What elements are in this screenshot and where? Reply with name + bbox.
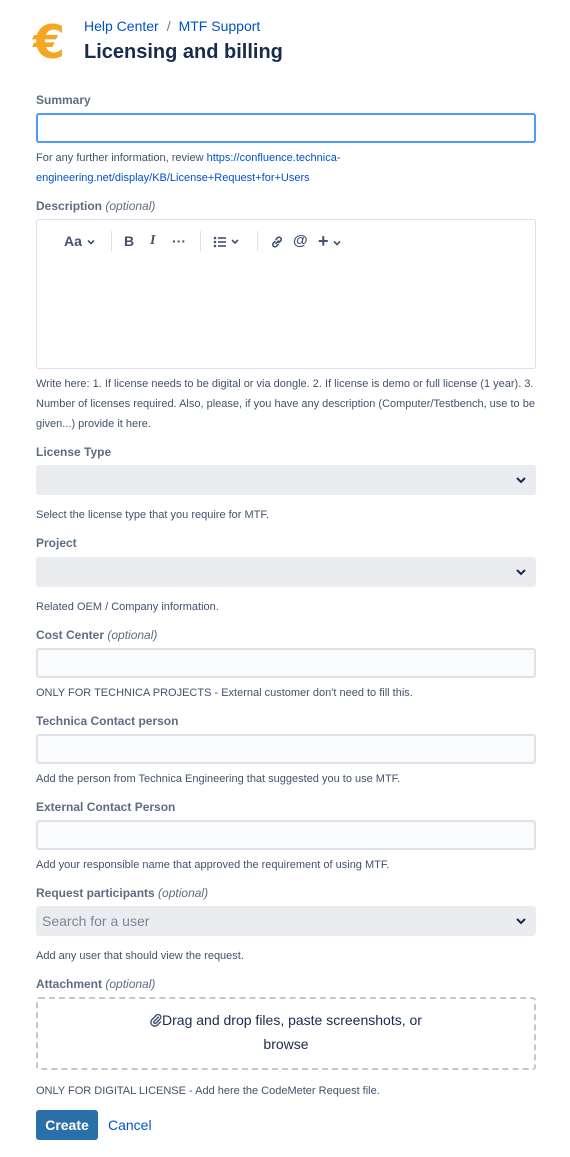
license-type-select[interactable] <box>36 465 536 495</box>
breadcrumb-help-center[interactable]: Help Center <box>84 18 159 34</box>
toolbar-divider <box>111 231 112 251</box>
bold-button[interactable]: B <box>124 233 135 249</box>
attachment-label: Attachment (optional) <box>36 977 156 991</box>
external-contact-label: External Contact Person <box>36 800 176 814</box>
participants-search-select[interactable] <box>36 906 536 936</box>
summary-input[interactable] <box>36 113 536 143</box>
attachment-help: ONLY FOR DIGITAL LICENSE - Add here the CodeMeter Request file. <box>36 1085 380 1097</box>
chevron-down-icon <box>86 237 96 247</box>
participants-placeholder: Search for a user <box>42 913 150 929</box>
page-title: Licensing and billing <box>84 41 283 63</box>
participants-label: Request participants (optional) <box>36 886 209 900</box>
dropzone-text: Drag and drop files, paste screenshots, or <box>38 1012 534 1028</box>
euro-logo-icon: € <box>33 15 66 69</box>
chevron-down-icon <box>332 238 342 248</box>
cancel-button[interactable]: Cancel <box>108 1117 152 1133</box>
list-button[interactable] <box>213 230 241 252</box>
technica-contact-help: Add the person from Technica Engineering that suggested you to use MTF. <box>36 773 401 785</box>
project-label: Project <box>36 536 77 550</box>
link-button[interactable] <box>269 230 285 252</box>
attachment-dropzone[interactable] <box>36 997 536 1070</box>
breadcrumb <box>84 18 260 34</box>
license-type-label: License Type <box>36 445 112 459</box>
participants-help: Add any user that should view the request. <box>36 950 244 962</box>
external-contact-input[interactable] <box>36 820 536 850</box>
external-contact-help: Add your responsible name that approved the requirement of using MTF. <box>36 859 390 871</box>
description-label: Description (optional) <box>36 199 156 213</box>
paperclip-icon <box>150 1013 162 1027</box>
more-formatting-button[interactable]: ··· <box>172 233 186 249</box>
text-style-button[interactable]: Aa <box>64 230 96 252</box>
cost-center-help: ONLY FOR TECHNICA PROJECTS - External customer don't need to fill this. <box>36 687 413 699</box>
license-type-help: Select the license type that you require for MTF. <box>36 509 269 521</box>
project-select[interactable] <box>36 557 536 587</box>
breadcrumb-mtf-support[interactable]: MTF Support <box>178 18 261 34</box>
confluence-link[interactable]: https://confluence.technica- engineering.net/display/KB/License+Request+for+Users <box>36 152 341 184</box>
create-button[interactable]: Create <box>36 1110 98 1140</box>
project-help: Related OEM / Company information. <box>36 601 219 613</box>
technica-contact-label: Technica Contact person <box>36 714 179 728</box>
summary-label: Summary <box>36 93 91 107</box>
summary-help: For any further information, review https://confluence.technica- engineering.net/display/KB/License+Request+for+Users <box>36 152 341 184</box>
italic-button[interactable]: I <box>150 233 156 248</box>
browse-link[interactable]: browse <box>263 1036 309 1052</box>
chevron-down-icon <box>514 557 528 587</box>
description-editor[interactable] <box>36 219 536 369</box>
chevron-down-icon <box>514 906 528 936</box>
technica-contact-input[interactable] <box>36 734 536 764</box>
toolbar-divider <box>200 231 201 251</box>
breadcrumb-separator: / <box>166 18 171 34</box>
cost-center-input[interactable] <box>36 648 536 678</box>
chevron-down-icon <box>514 465 528 495</box>
mention-button[interactable]: @ <box>293 232 308 249</box>
link-icon <box>269 234 285 250</box>
toolbar-divider <box>257 231 258 251</box>
description-help: Write here: 1. If license needs to be digital or via dongle. 2. If license is demo or full license (1 year). 3. Number of licenses required. Also, please, if you have any description (Computer/Testbench, use to be given...) provide it here. <box>36 378 535 430</box>
list-icon <box>213 235 241 249</box>
insert-button[interactable]: + <box>318 230 342 252</box>
cost-center-label: Cost Center (optional) <box>36 628 158 642</box>
